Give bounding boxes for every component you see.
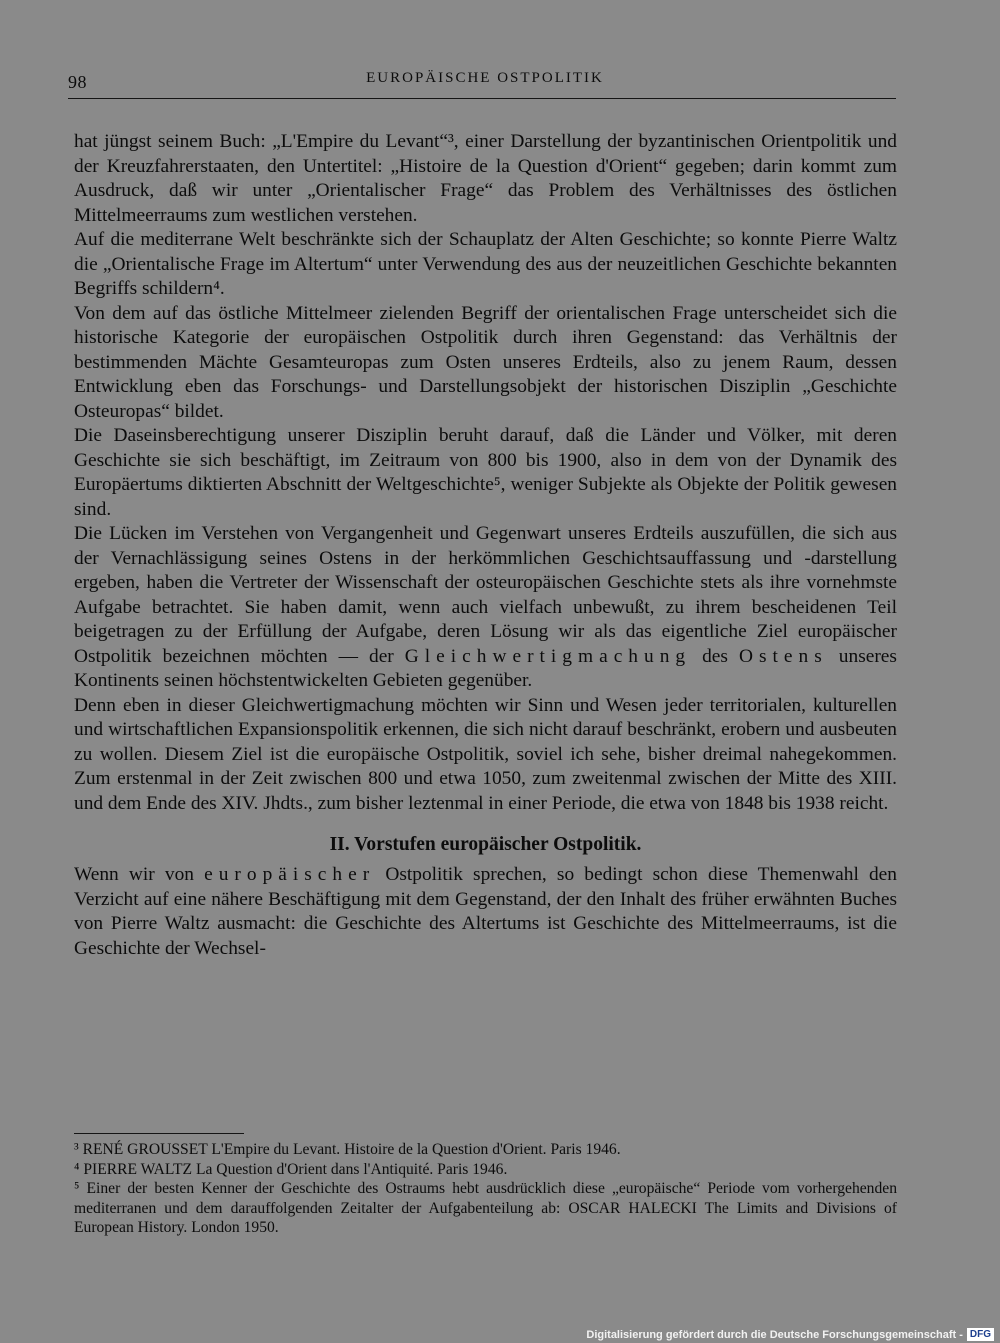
paragraph-4: Die Daseinsberechtigung unserer Disziplin beruht darauf, daß die Länder und Völker, mit deren Geschichte sie sich beschäftigt, im Zeitraum von 800 bis 1900, also in dem von der Dynamik des Europäertums diktierten Abschnitt der Weltgeschichte⁵, weniger Subjekte als Objekte der Politik gewesen sind.	[74, 425, 897, 520]
paragraph-5-text-b: unseres Kontinents seinen höchstentwickelten Gebieten gegenüber.	[74, 645, 897, 691]
paragraph-2: Auf die mediterrane Welt beschränkte sich der Schauplatz der Alten Geschichte; so konnte Pierre Waltz die „Orientalische Frage im Altertum“ unter Verwendung des aus der neuzeitlichen Geschichte bekannten Begriffs schildern⁴.	[74, 229, 897, 299]
page-number: 98	[68, 72, 87, 92]
paragraph-7-text-b: Ostpolitik sprechen, so bedingt schon diese Themenwahl den Verzicht auf eine nähere Beschäftigung mit dem Gegenstand, der den Inhalt des früher erwähnten Buches von Pierre Waltz ausmacht: die Geschichte des Altertums ist Geschichte des Mittelmeerraums, ist die Geschichte der Wechsel-	[74, 864, 897, 959]
footnote-rule	[74, 1133, 244, 1134]
paragraph-7	[74, 863, 897, 961]
paragraph-7-text-a: Wenn wir von	[74, 864, 194, 885]
footnote-3: ³ RENÉ GROUSSET L'Empire du Levant. Histoire de la Question d'Orient. Paris 1946.	[74, 1141, 621, 1158]
dfg-logo: DFG	[967, 1328, 994, 1341]
paragraph-3: Von dem auf das östliche Mittelmeer zielenden Begriff der orientalischen Frage unterscheidet sich die historische Kategorie der europäischen Ostpolitik durch ihren Gegenstand: das Verhältnis der bestimmenden Mächte Gesamteuropas zum Osten unseres Erdteils, also zu jenem Raum, dessen Entwicklung eben das Forschungs- und Darstellungsobjekt der historischen Disziplin „Geschichte Osteuropas“ bildet.	[74, 302, 897, 422]
credit-text: Digitalisierung gefördert durch die Deutsche Forschungsgemeinschaft -	[586, 1328, 963, 1341]
spaced-term-ostens: Ostens	[738, 645, 828, 667]
paragraph-6: Denn eben in dieser Gleichwertigmachung möchten wir Sinn und Wesen jeder territorialen, kulturellen und wirtschaftlichen Expansionspolitik erkennen, die sich nicht darauf beschränkt, erobern und ausbeuten zu wollen. Diesem Ziel ist die europäische Ostpolitik, soviel ich sehe, bisher dreimal nahegekommen. Zum erstenmal in der Zeit zwischen 800 und etwa 1050, zum zweitenmal zwischen der Mitte des XIII. und dem Ende des XIV. Jhdts., zum bisher leztenmal in einer Periode, die etwa von 1848 bis 1938 reicht.	[74, 694, 897, 814]
footnote-4: ⁴ PIERRE WALTZ La Question d'Orient dans l'Antiquité. Paris 1946.	[74, 1160, 508, 1178]
paragraph-5	[74, 522, 897, 694]
main-text	[74, 130, 897, 961]
spaced-term-europaeischer: europäischer	[204, 864, 376, 885]
running-title: EUROPÄISCHE OSTPOLITIK	[366, 70, 604, 86]
paragraph-1: hat jüngst seinem Buch: „L'Empire du Levant“³, einer Darstellung der byzantinischen Orientpolitik und der Kreuzfahrerstaaten, den Untertitel: „Histoire de la Question d'Orient“ gegeben; darin kommt zum Ausdruck, daß wir unter „Orientalischer Frage“ das Problem des Verhältnisses des östlichen Mittelmeerraums zum westlichen verstehen.	[74, 131, 897, 226]
paragraph-5-des: des	[702, 645, 728, 667]
footnotes	[74, 1140, 897, 1238]
digitization-credit	[586, 1328, 994, 1341]
paragraph-5-text-a: Die Lücken im Verstehen von Vergangenheit und Gegenwart unseres Erdteils auszufüllen, die sich aus der Vernachlässigung seines Ostens in der herkömmlichen Geschichtsauffassung und -darstellung ergeben, haben die Vertreter der Wissenschaft der osteuropäischen Geschichte stets als ihre vornehmste Aufgabe betrachtet. Sie haben damit, wenn auch vielfach unbewußt, zu ihrem bescheidenen Teil beigetragen zu der Erfüllung der Aufgabe, deren Lösung wir als das eigentliche Ziel europäischer Ostpolitik bezeichnen möchten — der	[74, 523, 897, 667]
header-rule	[68, 98, 896, 99]
section-heading: II. Vorstufen europäischer Ostpolitik.	[329, 834, 642, 855]
footnote-5: ⁵ Einer der besten Kenner der Geschichte des Ostraums hebt ausdrücklich diese „europäische“ Periode vom vorhergehenden mediterranen und dem darauffolgenden Zeitalter der Aufgabenteilung ab: OSCAR HALECKI The Limits and Divisions of European History. London 1950.	[74, 1180, 897, 1236]
spaced-term-gleichwertigmachung: Gleichwertigmachung	[404, 645, 692, 667]
